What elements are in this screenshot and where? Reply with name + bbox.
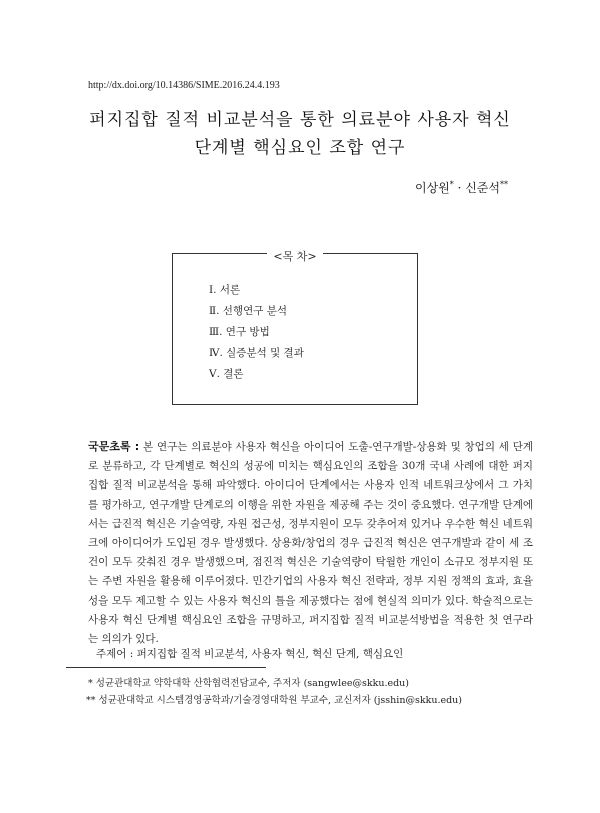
author-line <box>415 179 508 196</box>
author-1: 이상원 <box>414 181 450 195</box>
abstract-text: 본 연구는 의료분야 사용자 혁신을 아이디어 도출-연구개발-상용화 및 창업의 세 단계로 분류하고, 각 단계별로 혁신의 성공에 미치는 핵심요인의 조합을 30개 국내 사례에 대한 퍼지집합 질적 비교분석을 통해 파악했다. 아이디어 단계에서는 사용자 인적 네트워크상에서 그 가치를 평가하고, 연구개발 단계로의 이행을 위한 자원을 제공해 주는 것이 중요했다. 연구개발 단계에서는 급진적 혁신은 기술역량, 자원 접근성, 정부지원이 모두 갖추어져 있거나 우수한 혁신 네트워크에 아이디어가 도입된 경우 발생했다. 상용화/창업의 경우 급진적 혁신은 연구개발과 같이 세 조건이 모두 갖춰진 경우 발생했으며, 점진적 혁신은 기술역량이 탁월한 개인이 소규모 정부지원 또는 주변 자원을 활용해 이루어졌다. 민간기업의 사용자 혁신 전략과, 정부 지원 정책의 효과, 효율성을 모두 제고할 수 있는 사용자 혁신의 틀을 제공했다는 점에 현실적 의미가 있다. 학술적으로는 사용자 혁신 단계별 핵심요인 조합을 규명하고, 퍼지집합 질적 비교분석방법을 적용한 첫 연구라는 의의가 있다. <box>88 441 533 646</box>
paper-title-line-2: 단계별 핵심요인 조합 연구 <box>194 138 406 158</box>
toc-heading: <목 차> <box>267 250 322 263</box>
author-separator: · <box>453 181 466 195</box>
author-2-mark: ** <box>500 180 508 189</box>
keywords: 주제어 : 퍼지집합 질적 비교분석, 사용자 혁신, 혁신 단계, 핵심요인 <box>96 648 404 660</box>
doi-link[interactable]: http://dx.doi.org/10.14386/SIME.2016.24.4.193 <box>88 80 280 91</box>
table-of-contents <box>172 250 418 405</box>
paper-title-line-1: 퍼지집합 질적 비교분석을 통한 의료분야 사용자 혁신 <box>89 110 511 130</box>
author-2: 신준석 <box>465 181 500 195</box>
abstract-label: 국문초록 : <box>88 440 140 453</box>
toc-item-5: Ⅴ. 결론 <box>209 368 244 380</box>
korean-abstract <box>88 437 533 649</box>
footnote-1: * 성균관대학교 약학대학 산학협력전담교수, 주저자 (sangwlee@skku.edu) <box>88 678 410 689</box>
author-1-mark: * <box>449 180 454 189</box>
toc-list <box>209 280 304 385</box>
toc-item-4: Ⅳ. 실증분석 및 결과 <box>209 347 304 359</box>
toc-item-1: Ⅰ. 서론 <box>209 284 241 296</box>
toc-item-2: Ⅱ. 선행연구 분석 <box>209 305 288 317</box>
toc-item-3: Ⅲ. 연구 방법 <box>209 326 270 338</box>
footnote-divider <box>66 667 266 668</box>
footnote-2: ** 성균관대학교 시스템경영공학과/기술경영대학원 부교수, 교신저자 (jsshin@skku.edu) <box>86 695 463 706</box>
